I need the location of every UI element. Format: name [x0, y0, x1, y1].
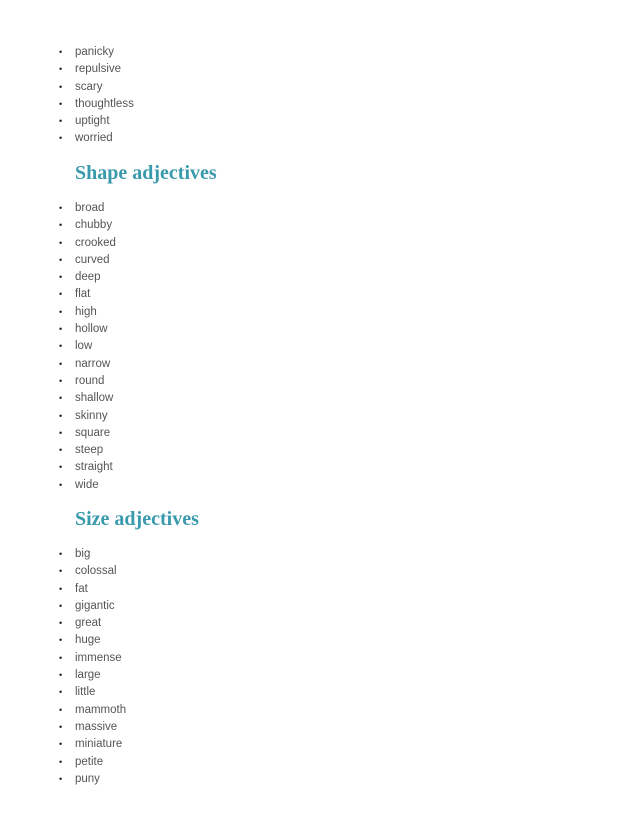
list-item-text: chubby	[75, 219, 113, 232]
list-item	[0, 269, 116, 286]
bullet-icon: •	[59, 600, 63, 611]
list-item-text: thoughtless	[75, 97, 134, 110]
list-item-text: crooked	[75, 236, 116, 249]
list-item	[0, 252, 116, 269]
list-item-text: low	[75, 340, 93, 353]
bullet-icon: •	[59, 721, 63, 732]
list-item	[0, 200, 116, 217]
shape-adjective-list	[0, 200, 116, 494]
list-item	[0, 442, 116, 459]
list-item-text: huge	[75, 634, 101, 647]
bullet-icon: •	[59, 254, 63, 265]
bullet-icon: •	[59, 220, 63, 231]
bullet-icon: •	[59, 410, 63, 421]
list-item	[0, 615, 126, 632]
list-item-text: panicky	[75, 46, 114, 58]
bullet-icon: •	[59, 739, 63, 750]
list-item-text: steep	[75, 444, 104, 457]
bullet-icon: •	[59, 306, 63, 317]
list-item	[0, 736, 126, 753]
list-item-text: mammoth	[75, 703, 127, 716]
bullet-icon: •	[59, 98, 63, 109]
list-item	[0, 217, 116, 234]
list-item-text: straight	[75, 461, 113, 474]
bullet-icon: •	[59, 289, 63, 300]
list-item	[0, 632, 126, 649]
list-item-text: square	[75, 426, 111, 439]
size-adjective-list	[0, 546, 126, 788]
bullet-icon: •	[59, 445, 63, 456]
list-item	[0, 719, 126, 736]
list-item	[0, 356, 116, 373]
list-item-text: great	[75, 617, 102, 630]
bullet-icon: •	[59, 652, 63, 663]
size-adjectives-heading: Size adjectives	[75, 508, 199, 530]
list-item-text: high	[75, 305, 97, 318]
list-item	[0, 113, 134, 130]
list-item	[0, 44, 134, 61]
list-item-text: curved	[75, 253, 110, 266]
list-item-text: little	[75, 686, 96, 699]
list-item-text: narrow	[75, 357, 111, 370]
bullet-icon: •	[59, 47, 63, 57]
bullet-icon: •	[59, 341, 63, 352]
bullet-icon: •	[59, 583, 63, 594]
bullet-icon: •	[59, 635, 63, 646]
list-item-text: worried	[75, 132, 113, 145]
list-item-text: hollow	[75, 323, 108, 336]
list-item	[0, 563, 126, 580]
list-item-text: repulsive	[75, 63, 122, 76]
list-item-text: large	[75, 669, 101, 682]
list-item	[0, 581, 126, 598]
list-item-text: puny	[75, 772, 100, 785]
list-item-text: flat	[75, 288, 91, 301]
intro-adjective-list	[0, 44, 134, 148]
bullet-icon: •	[59, 566, 63, 577]
bullet-icon: •	[59, 773, 63, 784]
list-item	[0, 304, 116, 321]
bullet-icon: •	[59, 756, 63, 767]
list-item	[0, 235, 116, 252]
list-item	[0, 771, 126, 788]
bullet-icon: •	[59, 237, 63, 248]
list-item-text: shallow	[75, 392, 114, 405]
list-item	[0, 459, 116, 476]
bullet-icon: •	[59, 358, 63, 369]
list-item	[0, 61, 134, 78]
list-item	[0, 754, 126, 771]
bullet-icon: •	[59, 81, 63, 92]
list-item	[0, 338, 116, 355]
list-item-text: massive	[75, 720, 118, 733]
list-item	[0, 79, 134, 96]
list-item-text: big	[75, 548, 91, 560]
bullet-icon: •	[59, 687, 63, 698]
list-item-text: immense	[75, 651, 122, 664]
bullet-icon: •	[59, 375, 63, 386]
list-item-text: deep	[75, 271, 101, 284]
bullet-icon: •	[59, 462, 63, 473]
list-item	[0, 408, 116, 425]
list-item	[0, 425, 116, 442]
list-item-text: uptight	[75, 115, 110, 128]
list-item	[0, 373, 116, 390]
list-item-text: round	[75, 374, 105, 387]
bullet-icon: •	[59, 272, 63, 283]
list-item	[0, 650, 126, 667]
list-item	[0, 321, 116, 338]
list-item	[0, 598, 126, 615]
list-item-text: broad	[75, 202, 105, 214]
list-item	[0, 546, 126, 563]
list-item	[0, 667, 126, 684]
list-item	[0, 130, 134, 147]
bullet-icon: •	[59, 116, 63, 127]
bullet-icon: •	[59, 427, 63, 438]
list-item	[0, 286, 116, 303]
bullet-icon: •	[59, 670, 63, 681]
list-item-text: gigantic	[75, 599, 115, 612]
bullet-icon: •	[59, 203, 63, 213]
list-item	[0, 684, 126, 701]
list-item-text: petite	[75, 755, 104, 768]
bullet-icon: •	[59, 64, 63, 75]
list-item	[0, 477, 116, 494]
bullet-icon: •	[59, 324, 63, 335]
bullet-icon: •	[59, 479, 63, 490]
list-item	[0, 702, 126, 719]
list-item-text: scary	[75, 80, 103, 93]
bullet-icon: •	[59, 393, 63, 404]
list-item-text: fat	[75, 582, 88, 595]
bullet-icon: •	[59, 133, 63, 144]
bullet-icon: •	[59, 549, 63, 559]
bullet-icon: •	[59, 704, 63, 715]
list-item	[0, 96, 134, 113]
list-item-text: wide	[75, 478, 99, 491]
list-item-text: colossal	[75, 565, 117, 578]
bullet-icon: •	[59, 618, 63, 629]
list-item-text: miniature	[75, 738, 123, 751]
list-item-text: skinny	[75, 409, 108, 422]
list-item	[0, 390, 116, 407]
shape-adjectives-heading: Shape adjectives	[75, 162, 217, 184]
